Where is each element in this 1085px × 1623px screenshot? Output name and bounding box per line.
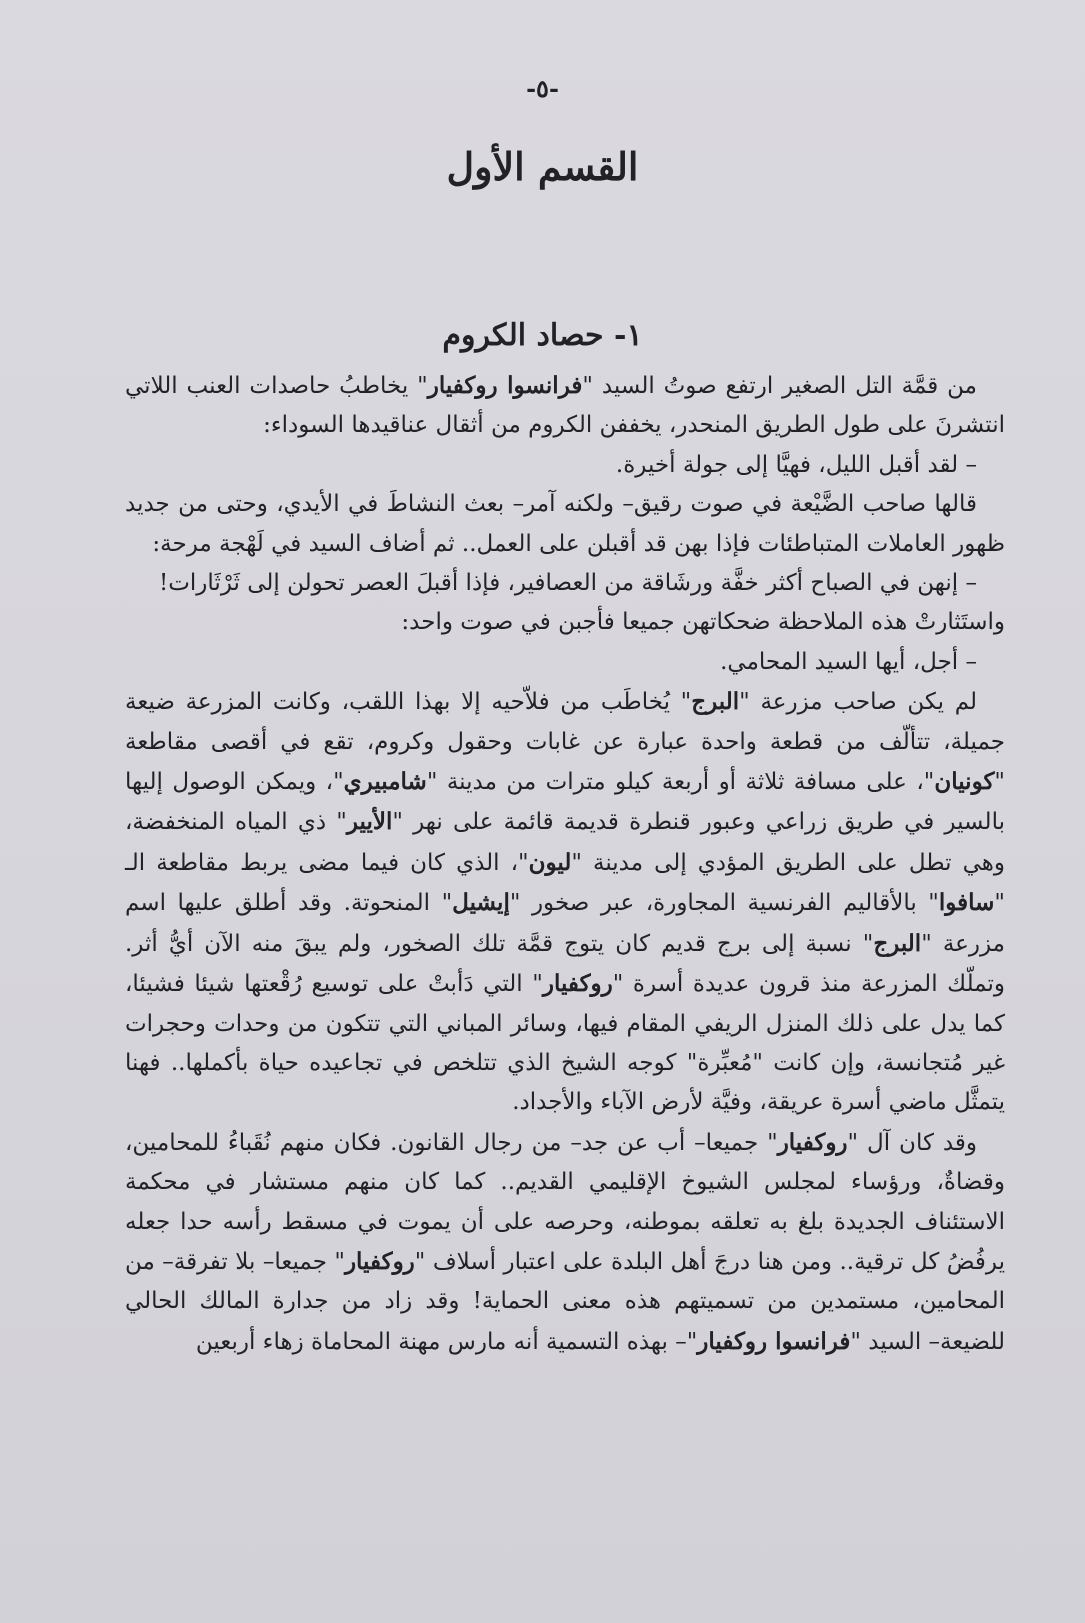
text-segment: " جميعا– أب عن جد– من رجال القانون. فكان منهم نُقَباءُ للمحامين، وقضاةٌ، ورؤساء لمجلس الشيوخ الإقليمي القديم.. كما كان منهم مستشار في محكمة الاستئناف الجديدة بلغ به تعلقه بموطنه، وحرصه على أن يموت في مسقط رأسه حدا جعله يرفُضُ كل ترقية.. ومن هنا درجَ أهل البلدة على اعتبار أسلاف "	[125, 1129, 1005, 1275]
text-segment: " نسبة إلى برج قديم كان يتوج قمَّة تلك الصخور، ولم يبقَ منه الآن أيُّ أثر. وتملّك المزرعة منذ قرون عديدة أسرة "	[125, 930, 1005, 998]
bold-name: البرج	[691, 688, 740, 716]
text-segment: " بالأقاليم الفرنسية المجاورة، عبر صخور "	[509, 890, 939, 917]
paragraph	[125, 603, 1005, 642]
bold-name: فرانسوا روكفيار	[427, 372, 583, 399]
bold-name: روكفيار	[542, 970, 613, 998]
bold-name: البرج	[873, 929, 922, 957]
paragraph	[125, 1123, 1005, 1362]
paragraph	[125, 446, 1005, 485]
paragraph	[125, 485, 1005, 564]
body-text	[125, 366, 1005, 1362]
text-segment: – إنهن في الصباح أكثر خفَّة ورشَاقة من العصافير، فإذا أقبلَ العصر تحولن إلى ثَرْثَارات!	[159, 570, 977, 597]
paragraph	[125, 682, 1005, 1122]
text-segment: " يخاطبُ حاصدات العنب اللاتي انتشرنَ على طول الطريق المنحدر، يخففن الكروم من أثقال عناقيدها السوداء:	[125, 373, 1005, 439]
text-segment: " يُخاطَب من فلاّحيه إلا بهذا اللقب، وكانت المزرعة ضيعة جميلة، تتألّف من قطعة واحدة عبارة عن غابات وحقول وكروم، تقع في أقصى مقاطعة "	[125, 689, 1005, 796]
text-segment: "، ويمكن الوصول إليها بالسير في طريق زراعي وعبور قنطرة قديمة قائمة على نهر "	[125, 769, 1005, 836]
bold-name: روكفيار	[344, 1247, 415, 1275]
bold-name: فرانسوا روكفيار	[697, 1327, 851, 1355]
text-segment: – لقد أقبل الليل، فهيَّا إلى جولة أخيرة.	[615, 451, 977, 478]
text-segment: "– بهذه التسمية أنه مارس مهنة المحاماة زهاء أربعين	[195, 1328, 698, 1355]
text-segment: "، على مسافة ثلاثة أو أربعة كيلو مترات من مدينة "	[426, 769, 935, 796]
text-segment: " التي دَأبتْ على توسيع رُقْعتها شيئا فشيئا، كما يدل على ذلك المنزل الريفي المقام فيها، وسائر المباني التي تتكون من وحدات وحجرات غير مُتجانسة، وإن كانت "مُعبِّرة" كوجه الشيخ الذي تتلخص في تجاعيده حياة بأكملها.. فهنا يتمثَّل ماضي أسرة عريقة، وفيَّة لأرض الآباء والأجداد.	[125, 971, 1005, 1116]
text-segment: " المنحوتة. وقد أطلق عليها اسم مزرعة "	[125, 890, 1005, 957]
text-segment: قالها صاحب الضَّيْعة في صوت رقيق– ولكنه آمر– بعث النشاطَ في الأيدي، وحتى من جديد ظهور العاملات المتباطئات فإذا بهن قد أقبلن على العمل.. ثم أضاف السيد في لَهْجة مرحة:	[125, 491, 1005, 557]
text-segment: – أجل، أيها السيد المحامي.	[720, 648, 977, 675]
chapter-title: ١- حصاد الكروم	[442, 318, 643, 353]
bold-name: ليون	[528, 848, 572, 876]
paragraph	[125, 564, 1005, 603]
text-segment: واستَثارتْ هذه الملاحظة ضحكاتهن جميعا فأجبن في صوت واحد:	[401, 609, 1005, 636]
bold-name: روكفيار	[777, 1128, 848, 1156]
text-segment: لم يكن صاحب مزرعة "	[739, 689, 978, 716]
bold-name: إيشيل	[452, 889, 510, 917]
bold-name: الأيير	[346, 808, 393, 836]
part-title: القسم الأول	[446, 144, 639, 189]
bold-name: كونيان	[934, 768, 995, 796]
text-segment: "، الذي كان فيما مضى يربط مقاطعة الـ "	[125, 849, 1005, 917]
text-segment: من قمَّة التل الصغير ارتفع صوتُ السيد "	[582, 373, 977, 399]
bold-name: شامبيري	[343, 768, 427, 796]
text-segment: وقد كان آل "	[847, 1129, 977, 1156]
page-number: -٥-	[526, 74, 559, 103]
paragraph	[125, 366, 1005, 446]
text-segment: " ذي المياه المنخفضة، وهي تطل على الطريق المؤدي إلى مدينة "	[125, 809, 1005, 876]
bold-name: سافوا	[938, 889, 995, 917]
text-segment: " جميعا– بلا تفرقة– من المحامين، مستمدين من تسميتهم هذه معنى الحماية! وقد زاد من جدارة المالك الحالي للضيعة– السيد "	[125, 1248, 1005, 1355]
paragraph	[125, 643, 1005, 682]
